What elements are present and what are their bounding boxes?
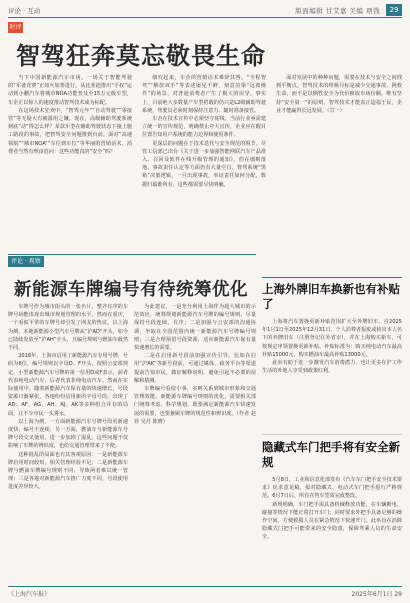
section-label: 评论 · 互动 bbox=[8, 7, 41, 15]
article2-paragraph: 二是在启用新号段前加强宣传引导。比如在启用“沪AK”等新号段前，可通过媒体、政务平台等渠道提前告知市民，做好解释说明，避免引起不必要的误解和猜测。 bbox=[134, 353, 256, 384]
article1-paragraph: 更深层的问题在于技术迭代与安全规范的脱节。尽管工信部已出台《关于进一步加强智能网联汽车产品准入、召回及软件在线升级管理的通知》，但在细则落地、事故责任认定等方面仍有大量空白。智驾系统“黑箱”决策逻辑，一旦出现事故，举证责任如何分配，数据归属谁所有，这些都需要尽快明确。 bbox=[142, 140, 266, 188]
article2-title: 新能源车牌编号有待统筹优化 bbox=[14, 280, 248, 300]
article2-tag: 评论 · 观察 bbox=[8, 256, 44, 267]
article1-column-3 bbox=[276, 74, 402, 269]
sidebar1-title: 上海外牌旧车换新也有补贴了 bbox=[262, 282, 400, 311]
article1-column-1 bbox=[8, 74, 132, 269]
sidebar2-body bbox=[262, 476, 402, 584]
article2-column-2 bbox=[134, 303, 256, 584]
article2-column-1 bbox=[8, 303, 128, 584]
sidebar2-title: 隐藏式车门把手将有安全新规 bbox=[262, 440, 400, 469]
article1-title: 智驾狂奔莫忘敬畏生命 bbox=[16, 41, 266, 70]
sidebar2-paragraph: 5月8日，工业和信息化部发布《汽车车门把手安全技术要求》征求意见稿，拟对隐藏式、电动式车门把手进行严格规范。6月7日后，所有在售车型需完成整改。 bbox=[262, 477, 402, 500]
article2-paragraph: 这种混乱的局面也有其客观原因：一是新能源车牌启用时间较短，相关管理经验不足；二是新能源车牌与燃油车牌编号规则不同，导致两者难以统一管理；三是各地对新能源汽车推广力度不同，号段使用进度差异较大。 bbox=[8, 451, 128, 491]
article2-paragraph: 为此建议，一是充分利用上海作为超大城市的示范效应，统筹规划新能源汽车号牌的编号规则，尽量保持号段连续、有序；二是加强与公安部的沟通协调，争取在全国范围内统一新能源汽车号牌编号规则；三是合理预留号段资源，适应新能源汽车保有量快速增长的需要。 bbox=[134, 304, 256, 352]
article1-paragraph: 细究起来，车企的营销话术难辞其咎。“全程智驾”“解放双手”等表述屡见不鲜，刻意渲染“远离操作”的场景，对普通消费者产生了极大的误导。事实上，目前绝大多数量产车型搭载的仍只是L2级辅助驾驶系统，驾驶员必须时刻保持注意力、随时准备接管。 bbox=[142, 75, 266, 114]
article2-paragraph: 以上海为例，一方面新能源汽车号牌号段更新速度快、编号不连续；另一方面，燃油车与新能源车号牌号段交叉使用，进一步加剧了混乱。这些问题不仅影响了车牌的辨识度，也给交通管理带来了不便。 bbox=[8, 418, 128, 450]
article1-paragraph: 车企在技术宣传中必须坚守底线。当前行业亟需建立统一的宣传规范，明确禁止夸大宣传，企业应在醒目位置告知用户系统的能力边界和使用条件。 bbox=[142, 116, 266, 139]
sidebar-rule bbox=[262, 277, 402, 278]
article1-tag: 时评 bbox=[9, 24, 22, 31]
page-number: 29 bbox=[386, 4, 402, 16]
article1-paragraph: 面对发展中的种种问题，需要在技术与安全之间找到平衡点。智驾技术的终极目标是减少交通事故、挽救生命，而不是以牺牲安全为代价换取市场份额。唯有坚持“安全第一”的原则，智驾技术才能真正造福于民，企业才能赢得长远发展。（甘一） bbox=[276, 75, 402, 114]
page-header bbox=[8, 4, 402, 18]
article2-rule bbox=[8, 254, 256, 255]
editors-credit: 版面编辑 甘艾嘉 美编 项钱 bbox=[295, 7, 380, 15]
sidebar1-paragraph: 此举有助于进一步激发汽车消费潜力，也让更多在沪工作生活的外地人享受到政策红利。 bbox=[262, 360, 402, 375]
sidebar1-body bbox=[262, 318, 402, 430]
article2-paragraph: 车牌号作为城市街头的一张名片，整齐有序的车牌号码能体现出城市规划管理的水平。然而在重庆，一个看似平常的车牌号却引发了网友的热议。以上海为例，本地新能源小型汽车号牌从“沪AD”开头，如今已陆续发放至“沪AH”字头，且编号规则与燃油车截然不同。 bbox=[8, 304, 128, 352]
article1-paragraph: 当下中国新能源汽车市场，一场关于智能驾驶的“军备竞赛”正如火如荼进行。从比亚迪推出“平权”运动到小鹏汽车将城市NOA功能普及至15万元级车型，车企正以惊人的速度推动智驾技术成为标配。 bbox=[8, 75, 132, 106]
article2-paragraph: 2016年，上海市启用了新能源汽车专用号牌，号码为6位，编号规则以字母D、F开头。按照公安部规定，小型新能源汽车号牌的第一位用D或F表示，前者代表纯电动汽车，后者代表非纯电动汽车。然而在实际使用中，随着新能源汽车保有量的快速增长，号段资源日渐紧张，各地纷纷启用新的字母号段，出现了AD、AF、AG、AH、AJ、AK等多种组合并存的局面，让不少市民一头雾水。 bbox=[8, 353, 128, 417]
footer-publication: 《上海汽车报》 bbox=[8, 591, 51, 598]
header-rule bbox=[8, 17, 402, 18]
footer-date: 2025年6月1日 29 bbox=[351, 591, 402, 598]
article1-paragraph: 在这场技术狂欢中，“智驾元年”“自动驾驶”“零接管”等无疑大有被滥用之嫌。现在，高级辅助驾驶系统到底“动”得怎么样？某款车型在辅助驾驶状态下撞上施工路段的事故，把智驾安全问题推到台前。面对“高速领航”“城市NOA”“车位到车位”等华丽的营销话术，消费者当然有理由追问：这些功能真的“安全”吗？ bbox=[8, 107, 132, 155]
footer-rule bbox=[8, 586, 402, 587]
sidebar1-paragraph: 上海将汽车置换更新补贴范围扩大至外牌旧车。自2025年1月1日至2025年12月31日，个人消费者报废或转出本人名下的外牌旧车（注册登记在外省市），并在上海购买新车，可按规定申领置换更新补贴。补贴标准为：购买纯电动汽车最高补贴15000元，购买燃油车最高补贴13000元。 bbox=[262, 319, 402, 358]
article2-paragraph: 车牌编号看似小事，实则关系到城市形象和交通管理效能。新能源车牌编号规则的优化，需要相关部门统筹考虑、科学规划，既要满足新能源汽车快速发展的需要，也要兼顾车牌的规范性和辨识度。（作者 赵铨 吴丹 陈晓） bbox=[134, 386, 256, 425]
article1-column-2 bbox=[142, 74, 266, 269]
sidebar-divider bbox=[262, 434, 402, 435]
sidebar2-paragraph: 新规明确，车门把手需具备机械释放功能，在车辆断电、碰撞等情况下能正常打开车门；同时要求外把手具备足够的操作空间，方便救援人员在紧急情况下快速开门。此举旨在消除隐藏式门把手可能带来的安全隐患，保障驾乘人员的生命安全。 bbox=[262, 501, 402, 541]
